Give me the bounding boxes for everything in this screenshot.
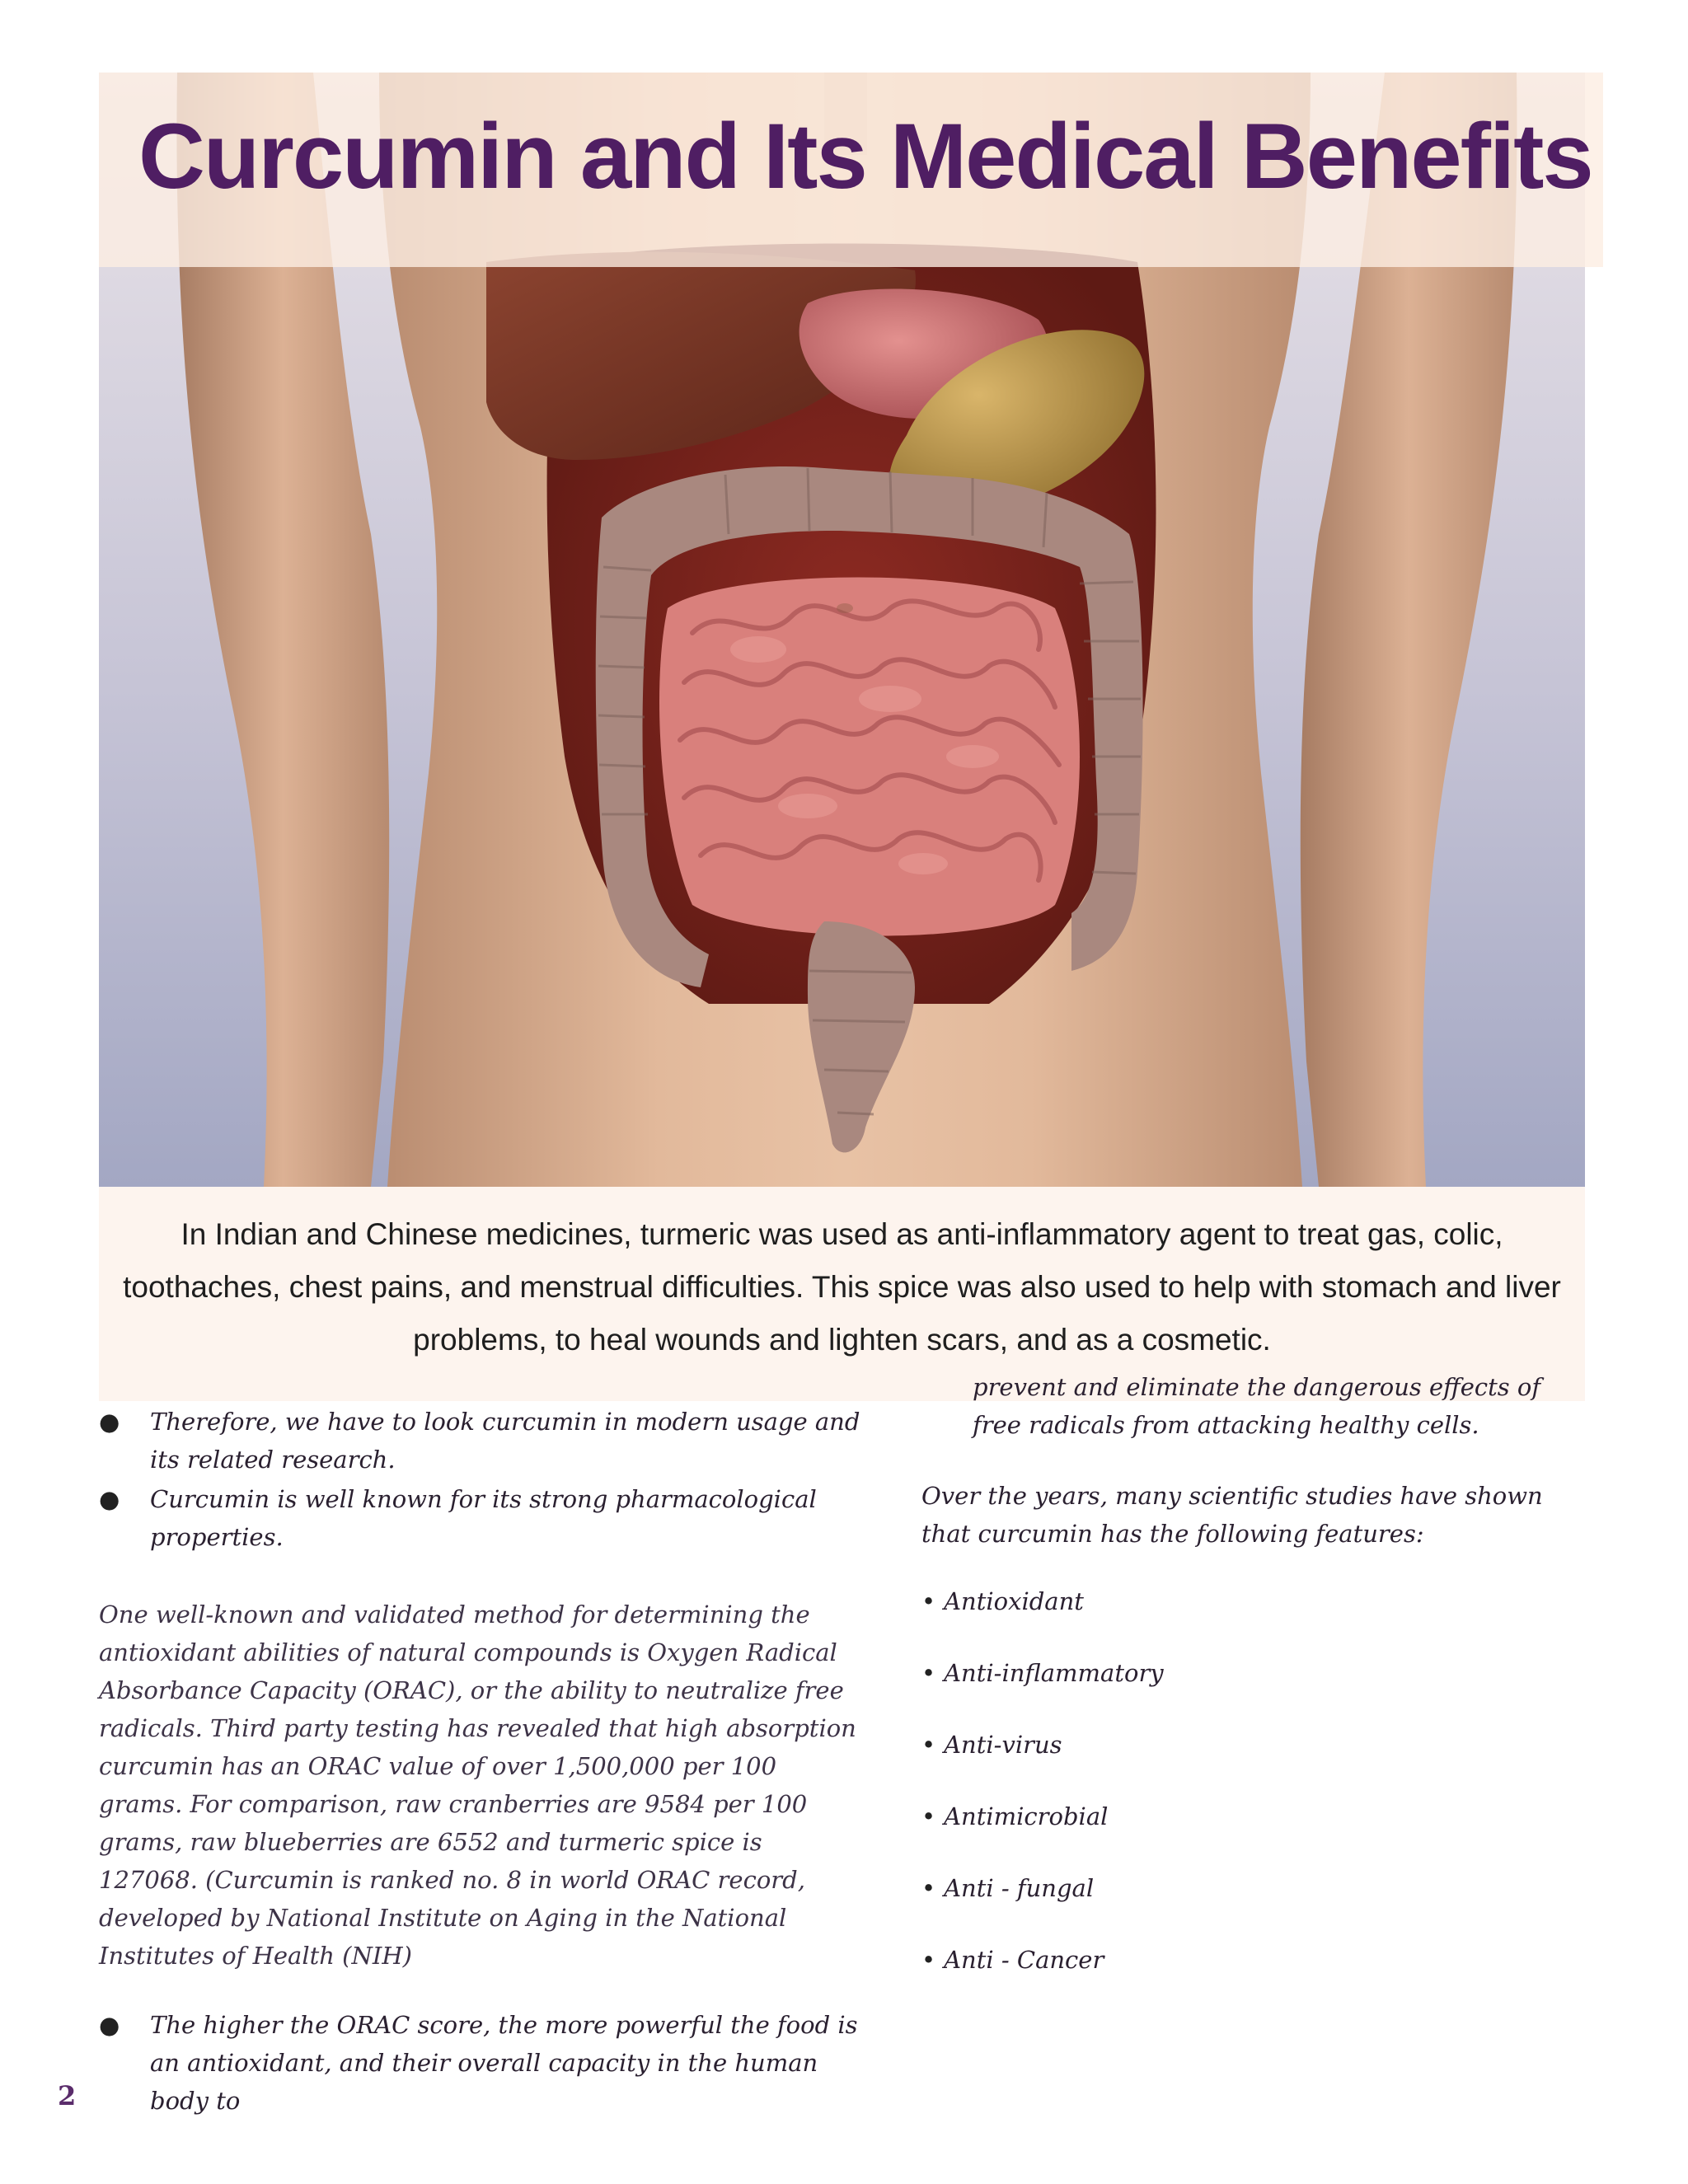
left-column bbox=[99, 1403, 865, 2120]
bullet-icon: • bbox=[921, 1731, 936, 1759]
feature-text: Antimicrobial bbox=[944, 1802, 1109, 1830]
features-intro: Over the years, many scientific studies have shown that curcumin has the following features: bbox=[921, 1482, 1543, 1548]
feature-text: Anti - fungal bbox=[944, 1874, 1095, 1902]
bullet-text: Therefore, we have to look curcumin in modern usage and its related research. bbox=[150, 1408, 860, 1474]
bullet-icon: ● bbox=[99, 2011, 120, 2039]
feature-text: Anti-virus bbox=[944, 1731, 1062, 1759]
list-item bbox=[921, 1797, 1564, 1869]
page-number: 2 bbox=[58, 2080, 77, 2111]
right-column bbox=[921, 1368, 1564, 2013]
bullet-icon: • bbox=[921, 1874, 936, 1902]
list-item bbox=[921, 1726, 1564, 1797]
bullet-icon: • bbox=[921, 1946, 936, 1974]
continuation-text: prevent and eliminate the dangerous effects of free radicals from attacking healthy cells. bbox=[973, 1373, 1541, 1439]
bullet-icon: • bbox=[921, 1659, 936, 1687]
list-item bbox=[921, 1941, 1564, 2013]
feature-text: Antioxidant bbox=[944, 1587, 1084, 1615]
feature-list bbox=[921, 1582, 1564, 2013]
bottom-bullet-list bbox=[99, 2006, 865, 2120]
list-item bbox=[99, 1480, 865, 1556]
feature-text: Anti-inflammatory bbox=[944, 1659, 1164, 1687]
list-item bbox=[99, 2006, 865, 2120]
bullet-icon: • bbox=[921, 1802, 936, 1830]
top-bullet-list bbox=[99, 1403, 865, 1556]
list-item bbox=[921, 1869, 1564, 1941]
bullet-icon: • bbox=[921, 1587, 936, 1615]
title-band bbox=[99, 73, 1603, 267]
orac-paragraph: One well-known and validated method for determining the antioxidant abilities of natural compounds is Oxygen Radical Absorbance Capacity (ORAC), or the ability to neutralize free radicals. Third party testing has revealed that high absorption curcumin has an ORAC value of over 1,500,000 per 100 grams. For comparison, raw cranberries are 9584 per 100 grams, raw blueberries are 6552 and turmeric spice is 127068. (Curcumin is ranked no. 8 in world ORAC record, developed by National Institute on Aging in the National Institutes of Health (NIH) bbox=[99, 1601, 856, 1970]
list-item bbox=[99, 1403, 865, 1479]
bullet-text: Curcumin is well known for its strong pharmacological properties. bbox=[150, 1485, 817, 1551]
caption-text: In Indian and Chinese medicines, turmeric was used as anti-inflammatory agent to treat gas, colic, toothaches, chest pains, and menstrual difficulties. This spice was also used to help with stomach and liver problems, to heal wounds and lighten scars, and as a cosmetic. bbox=[123, 1217, 1561, 1357]
bullet-text: The higher the ORAC score, the more powerful the food is an antioxidant, and their overall capacity in the human body to bbox=[150, 2011, 858, 2115]
page-title: Curcumin and Its Medical Benefits bbox=[138, 105, 1592, 208]
feature-text: Anti - Cancer bbox=[944, 1946, 1104, 1974]
list-item bbox=[921, 1654, 1564, 1726]
bullet-icon: ● bbox=[99, 1485, 120, 1513]
bullet-icon: ● bbox=[99, 1408, 120, 1436]
list-item bbox=[921, 1582, 1564, 1654]
